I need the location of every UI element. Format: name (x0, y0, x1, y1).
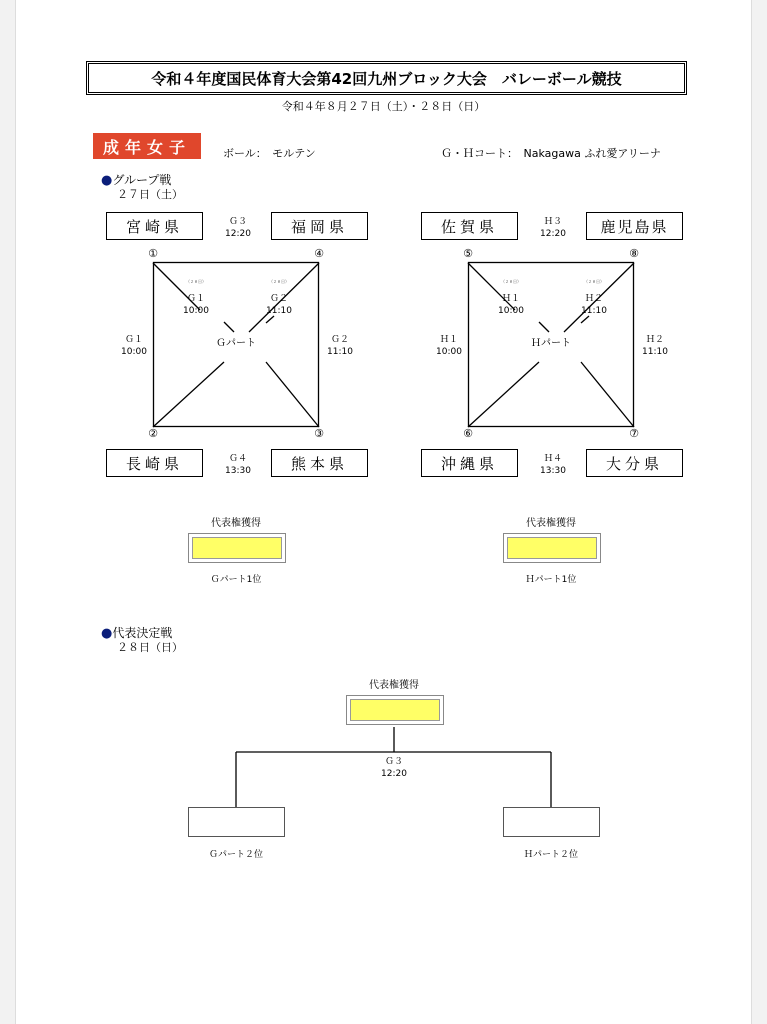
match-id: Ｇ２ (269, 294, 288, 304)
match-time: 13:30 (540, 466, 566, 476)
h-center-label: Ｈパート (531, 338, 571, 349)
match-time: 11:10 (327, 347, 353, 357)
match-id: Ｇ１ (124, 335, 143, 345)
h-diag2-note: （２８日） (584, 279, 604, 284)
match-time: 13:30 (225, 466, 251, 476)
h-num-bottom-left: ⑥ (463, 427, 473, 440)
match-time: 11:10 (266, 306, 292, 316)
final-winner-box (346, 695, 444, 725)
match-time: 10:00 (498, 306, 524, 316)
match-time: 10:00 (183, 306, 209, 316)
team-h-bottom-right: 大分県 (586, 449, 683, 477)
h-num-top-left: ⑤ (463, 247, 473, 260)
match-time: 11:10 (581, 306, 607, 316)
match-id: Ｇ１ (186, 294, 205, 304)
match-time: 11:10 (642, 347, 668, 357)
group-stage-date: ２７日（土） (117, 188, 183, 201)
g-diag1-note: （２８日） (186, 279, 206, 284)
match-time: 10:00 (436, 347, 462, 357)
match-time: 12:20 (225, 229, 251, 239)
bullet-icon: ● (101, 626, 113, 641)
match-id: Ｇ２ (330, 335, 349, 345)
g-bottom-match (218, 453, 258, 477)
match-id: Ｈ２ (645, 335, 664, 345)
h-rank-label: Ｈパート1位 (525, 575, 577, 585)
team-h-bottom-left: 沖縄県 (421, 449, 518, 477)
event-dates: 令和４年８月２７日（土）・２８日（日） (281, 100, 486, 113)
g-num-bottom-left: ② (148, 427, 158, 440)
bracket-lines (16, 0, 751, 1024)
ball-info: ボール： モルテン (223, 147, 316, 160)
final-right-box (503, 807, 600, 837)
final-match (374, 756, 414, 780)
team-h-top-right: 鹿児島県 (586, 212, 683, 240)
final-date: ２８日（日） (117, 641, 183, 654)
g-top-match (218, 216, 258, 240)
match-time: 10:00 (121, 347, 147, 357)
match-time: 12:20 (381, 769, 407, 779)
h-num-bottom-right: ⑦ (629, 427, 639, 440)
g-rank-label: Ｇパート1位 (210, 575, 262, 585)
g-right-match (320, 334, 360, 358)
h-right-match (635, 334, 675, 358)
document-title: 令和４年度国民体育大会第42回九州ブロック大会 バレーボール競技 (86, 61, 687, 95)
g-num-top-left: ① (148, 247, 158, 260)
g-diag2-match (259, 293, 299, 317)
h-diag1-note: （２８日） (501, 279, 521, 284)
g-diag1-match (176, 293, 216, 317)
team-h-top-left: 佐賀県 (421, 212, 518, 240)
match-id: Ｇ３ (384, 757, 403, 767)
h-num-top-right: ⑧ (629, 247, 639, 260)
h-winner-box (503, 533, 601, 563)
g-left-match (114, 334, 154, 358)
match-id: Ｈ２ (584, 294, 603, 304)
h-top-match (533, 216, 573, 240)
match-id: Ｈ１ (501, 294, 520, 304)
h-win-label: 代表権獲得 (526, 518, 576, 529)
match-id: Ｇ４ (228, 454, 247, 464)
document-page (15, 0, 752, 1024)
team-g-top-left: 宮崎県 (106, 212, 203, 240)
final-title: 代表決定戦 (112, 626, 173, 640)
team-g-bottom-right: 熊本県 (271, 449, 368, 477)
h-diag2-match (574, 293, 614, 317)
g-winner-box (188, 533, 286, 563)
final-win-label: 代表権獲得 (369, 680, 419, 691)
g-win-label: 代表権獲得 (211, 518, 261, 529)
team-g-bottom-left: 長崎県 (106, 449, 203, 477)
match-id: Ｈ４ (543, 454, 562, 464)
g-diag2-note: （２８日） (269, 279, 289, 284)
h-left-match (429, 334, 469, 358)
bullet-icon: ● (101, 173, 113, 188)
g-center-label: Ｇパート (216, 338, 256, 349)
final-left-label: Ｇパート２位 (208, 850, 263, 860)
g-num-bottom-right: ③ (314, 427, 324, 440)
final-right-label: Ｈパート２位 (523, 850, 578, 860)
match-id: Ｈ３ (543, 217, 562, 227)
h-bottom-match (533, 453, 573, 477)
category-badge: 成年女子 (93, 133, 201, 159)
match-id: Ｇ３ (228, 217, 247, 227)
group-stage-title: グループ戦 (112, 173, 172, 187)
match-id: Ｈ１ (439, 335, 458, 345)
team-g-top-right: 福岡県 (271, 212, 368, 240)
final-left-box (188, 807, 285, 837)
court-info: Ｇ・Ｈコート： Nakagawa ふれ愛アリーナ (441, 147, 661, 160)
g-num-top-right: ④ (314, 247, 324, 260)
h-diag1-match (491, 293, 531, 317)
match-time: 12:20 (540, 229, 566, 239)
